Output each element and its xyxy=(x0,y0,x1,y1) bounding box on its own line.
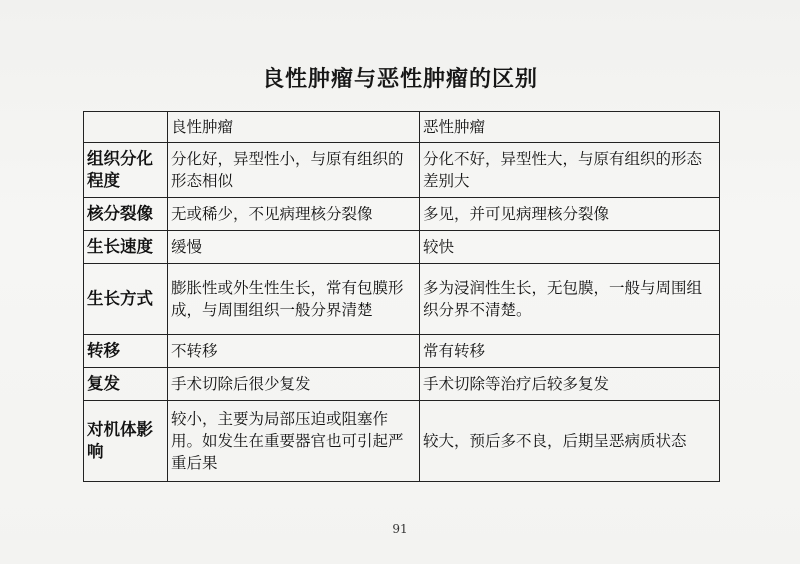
row-label: 核分裂像 xyxy=(84,198,168,231)
table-row xyxy=(84,231,720,264)
table-row xyxy=(84,198,720,231)
table-header-row xyxy=(84,112,720,143)
row-label: 组织分化程度 xyxy=(84,143,168,198)
table-row xyxy=(84,264,720,335)
row-label: 对机体影响 xyxy=(84,401,168,482)
malignant-cell: 多为浸润性生长，无包膜，一般与周围组织分界不清楚。 xyxy=(420,264,720,335)
header-cell-benign: 良性肿瘤 xyxy=(168,112,420,143)
table-row xyxy=(84,335,720,368)
row-label: 复发 xyxy=(84,368,168,401)
malignant-cell: 常有转移 xyxy=(420,335,720,368)
malignant-cell: 多见，并可见病理核分裂像 xyxy=(420,198,720,231)
benign-cell: 膨胀性或外生性生长，常有包膜形成，与周围组织一般分界清楚 xyxy=(168,264,420,335)
page-title: 良性肿瘤与恶性肿瘤的区别 xyxy=(261,66,538,92)
malignant-cell: 手术切除等治疗后较多复发 xyxy=(420,368,720,401)
benign-cell: 手术切除后很少复发 xyxy=(168,368,420,401)
malignant-cell: 较大，预后多不良，后期呈恶病质状态 xyxy=(420,401,720,482)
page-number: 91 xyxy=(392,522,408,536)
comparison-table xyxy=(83,111,720,482)
table-row xyxy=(84,368,720,401)
table-row xyxy=(84,143,720,198)
table-row xyxy=(84,401,720,482)
benign-cell: 不转移 xyxy=(168,335,420,368)
malignant-cell: 较快 xyxy=(420,231,720,264)
benign-cell: 分化好，异型性小，与原有组织的形态相似 xyxy=(168,143,420,198)
row-label: 转移 xyxy=(84,335,168,368)
row-label: 生长速度 xyxy=(84,231,168,264)
row-label: 生长方式 xyxy=(84,264,168,335)
header-cell-empty xyxy=(84,112,168,143)
benign-cell: 较小，主要为局部压迫或阻塞作用。如发生在重要器官也可引起严重后果 xyxy=(168,401,420,482)
header-cell-malignant: 恶性肿瘤 xyxy=(420,112,720,143)
malignant-cell: 分化不好，异型性大，与原有组织的形态差别大 xyxy=(420,143,720,198)
benign-cell: 缓慢 xyxy=(168,231,420,264)
benign-cell: 无或稀少，不见病理核分裂像 xyxy=(168,198,420,231)
